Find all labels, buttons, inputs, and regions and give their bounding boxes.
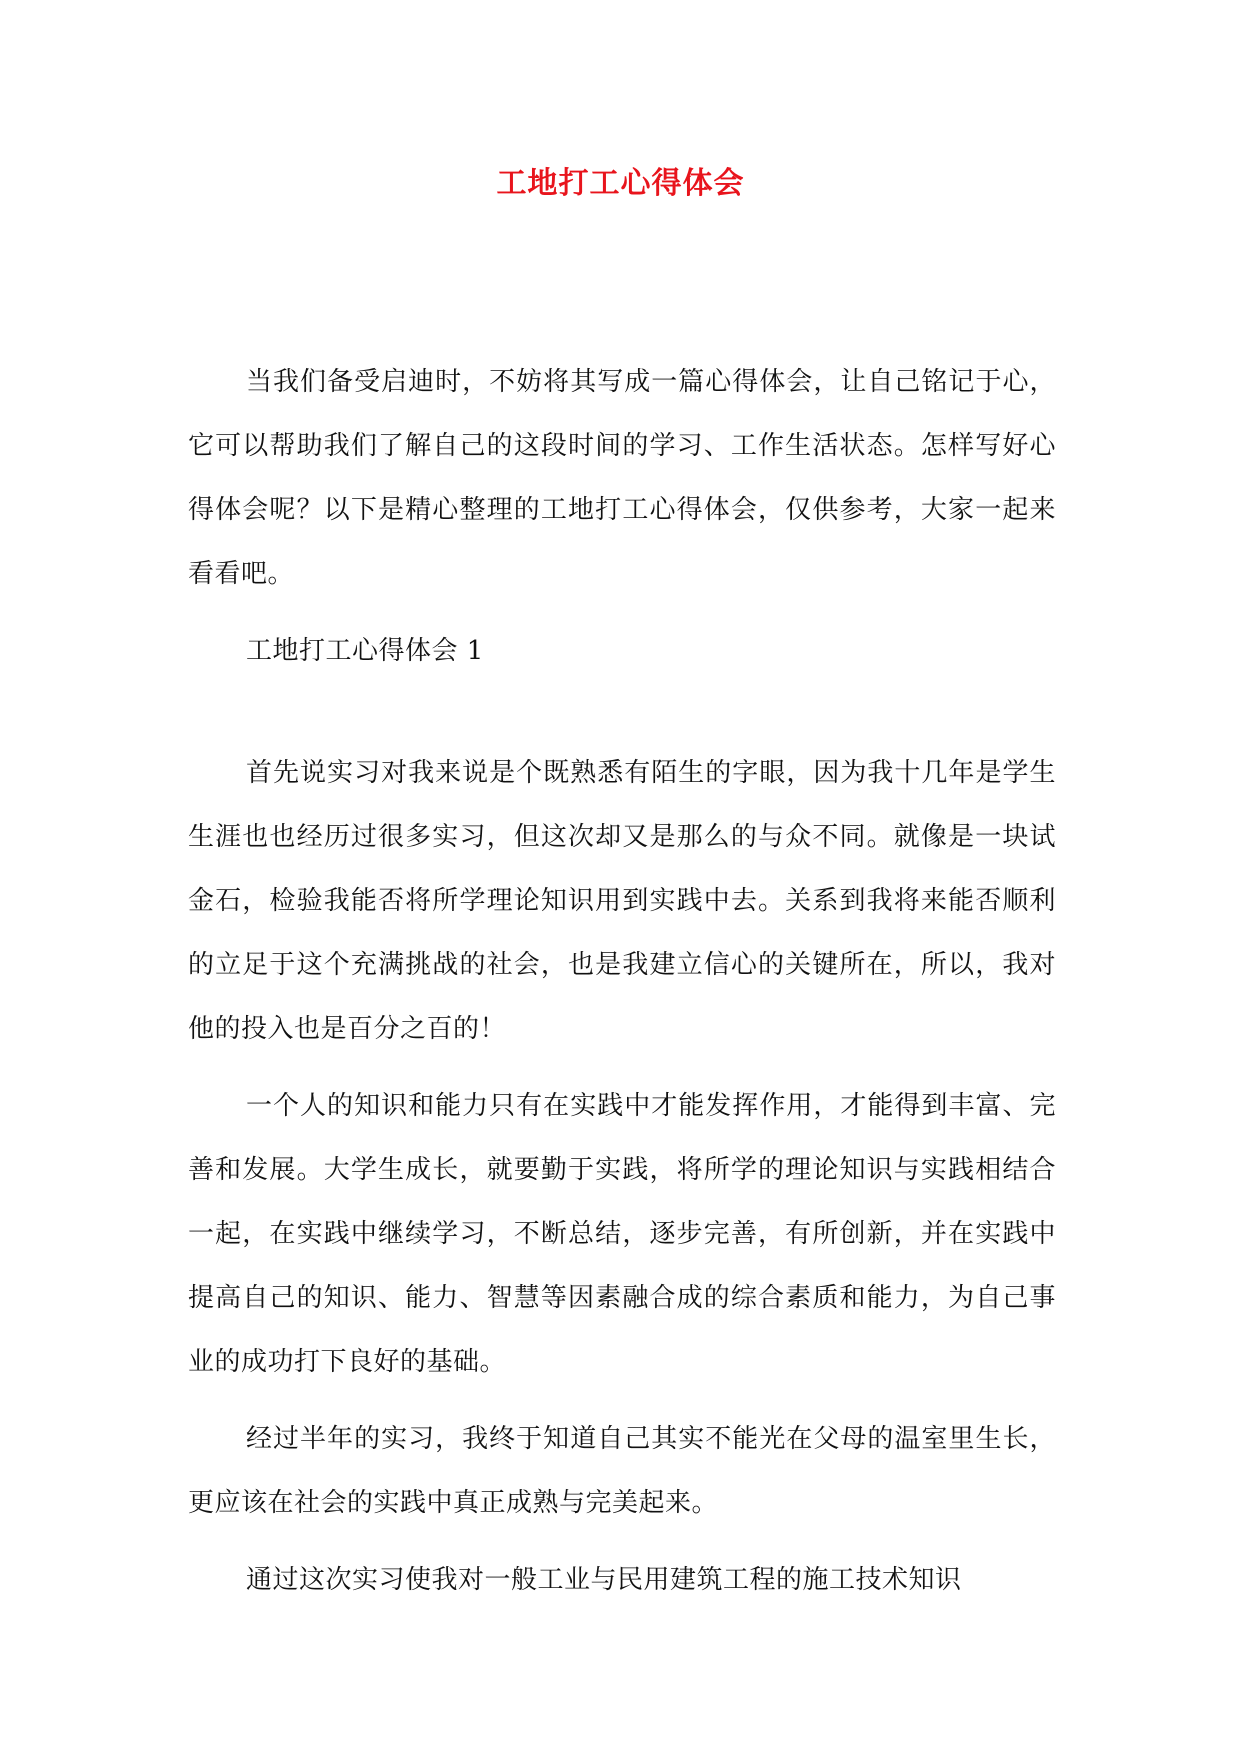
- intro-paragraph: 当我们备受启迪时，不妨将其写成一篇心得体会，让自己铭记于心，它可以帮助我们了解自己的这段时间的学习、工作生活状态。怎样写好心得体会呢？以下是精心整理的工地打工心得体会，仅供参考，大家一起来看看吧。: [188, 367, 1056, 589]
- section-heading: 工地打工心得体会 1: [246, 636, 484, 666]
- body-paragraph: 一个人的知识和能力只有在实践中才能发挥作用，才能得到丰富、完善和发展。大学生成长，就要勤于实践，将所学的理论知识与实践相结合一起，在实践中继续学习，不断总结，逐步完善，有所创新，并在实践中提高自己的知识、能力、智慧等因素融合成的综合素质和能力，为自己事业的成功打下良好的基础。: [188, 1091, 1056, 1377]
- body-paragraph: 经过半年的实习，我终于知道自己其实不能光在父母的温室里生长，更应该在社会的实践中真正成熟与完美起来。: [188, 1424, 1056, 1518]
- body-paragraph: 通过这次实习使我对一般工业与民用建筑工程的施工技术知识: [246, 1565, 962, 1595]
- body-paragraph: 首先说实习对我来说是个既熟悉有陌生的字眼，因为我十几年是学生生涯也也经历过很多实习，但这次却又是那么的与众不同。就像是一块试金石，检验我能否将所学理论知识用到实践中去。关系到我将来能否顺利的立足于这个充满挑战的社会，也是我建立信心的关键所在，所以，我对他的投入也是百分之百的！: [188, 758, 1056, 1044]
- document-body: [188, 350, 1056, 1625]
- document-title: 工地打工心得体会: [496, 166, 745, 201]
